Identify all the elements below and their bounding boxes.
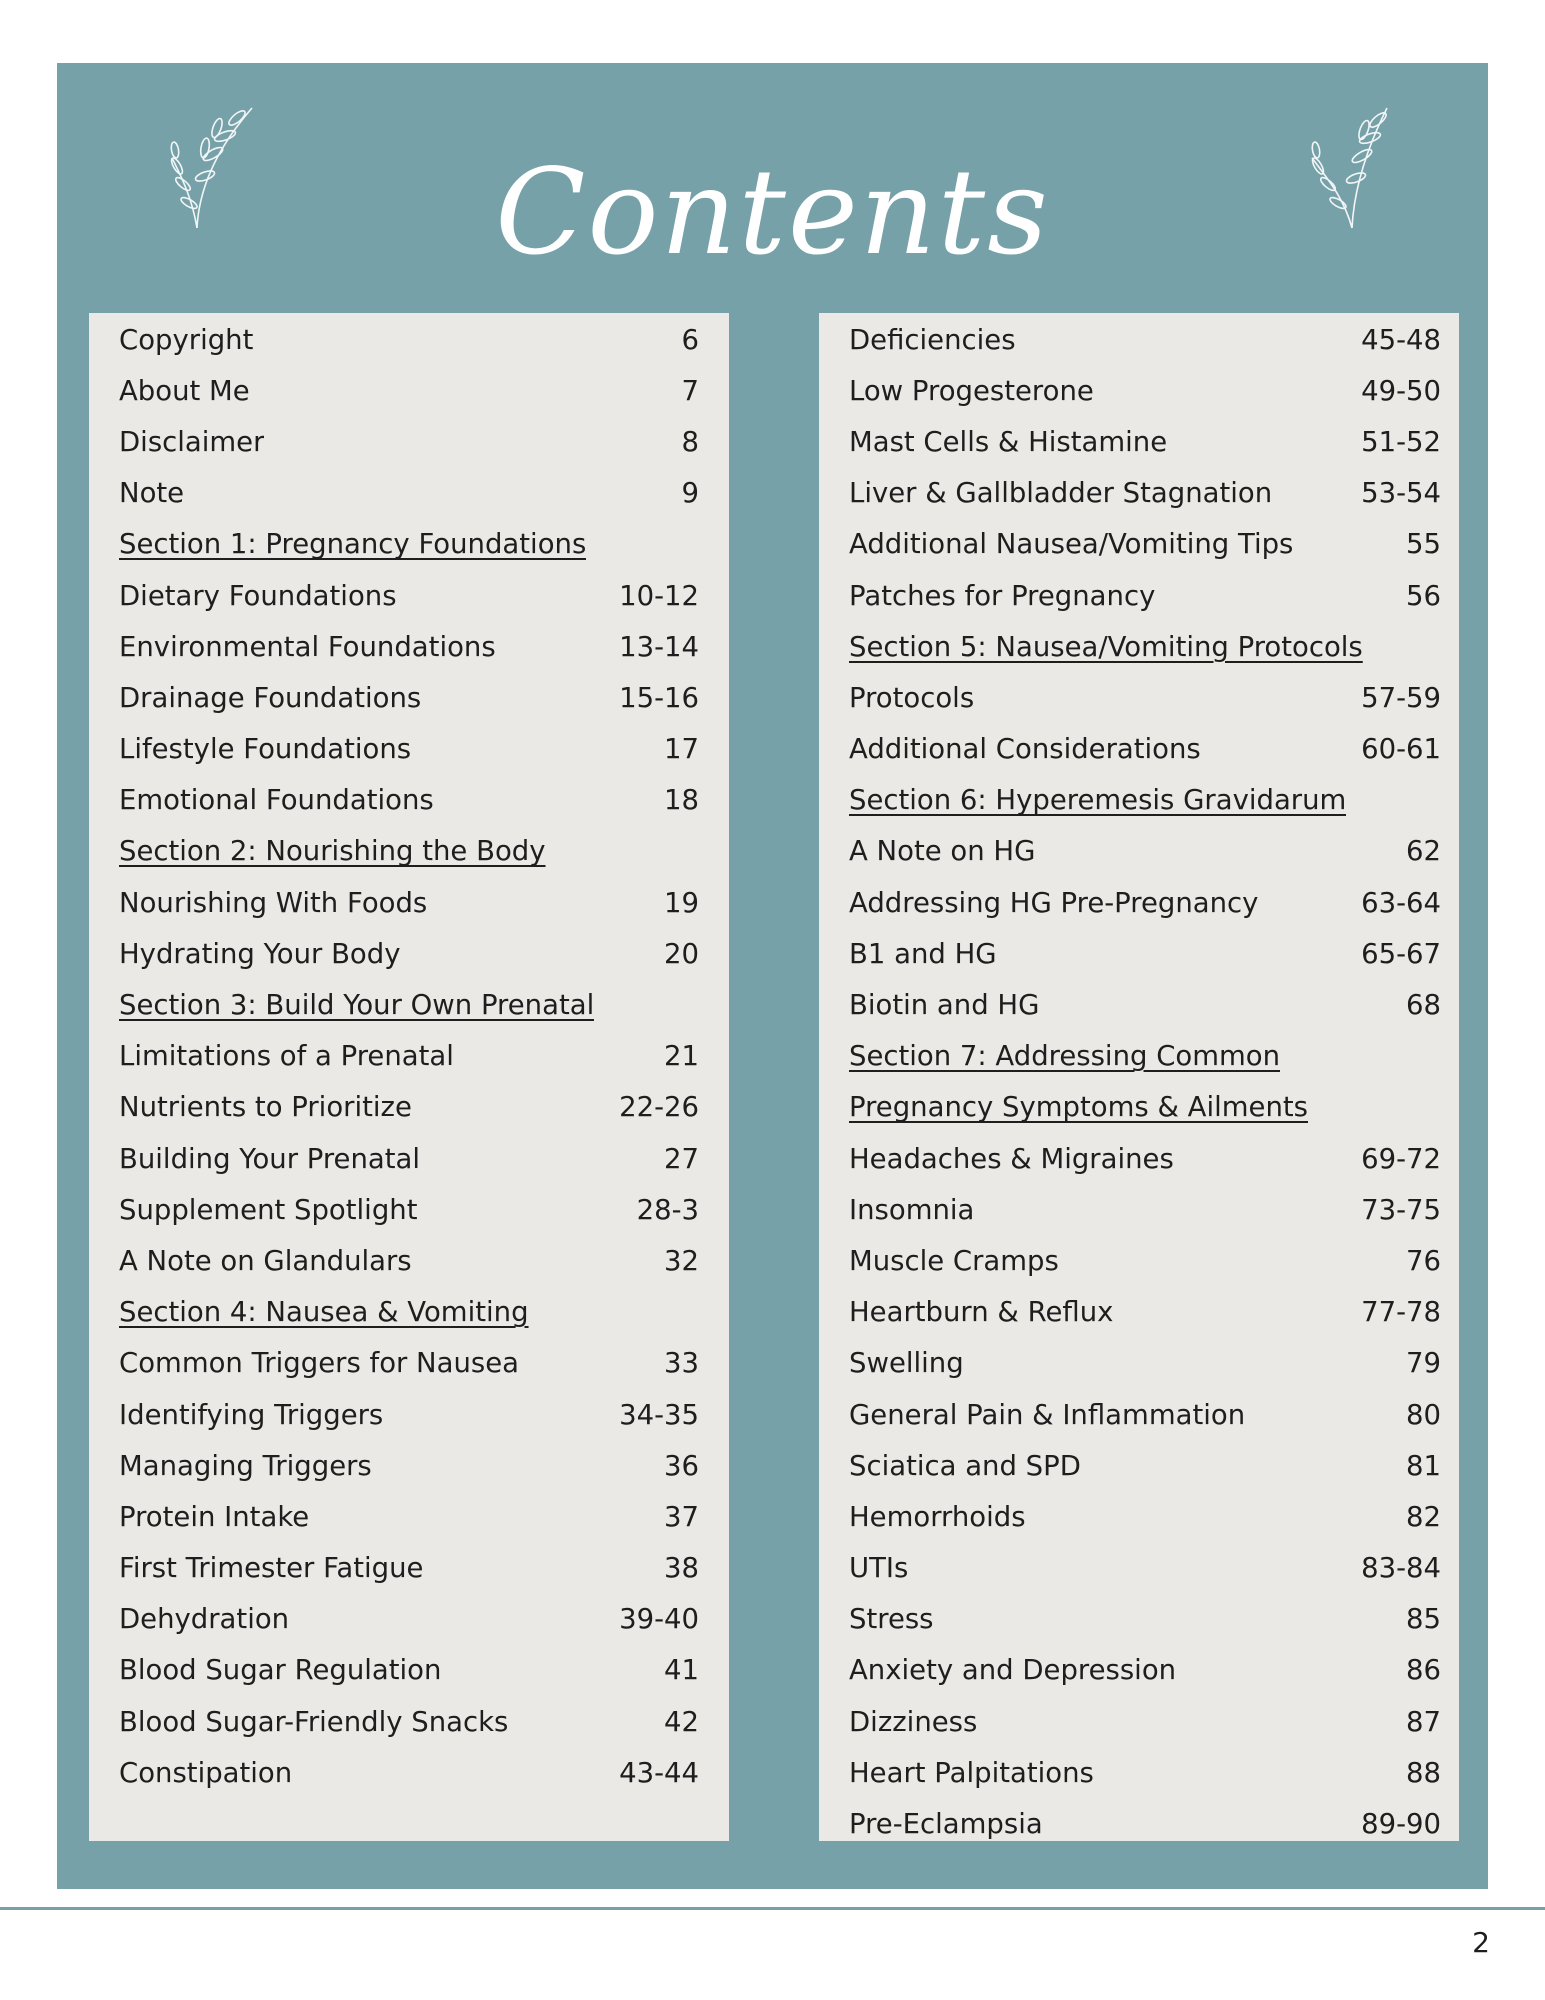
toc-entry-pages: 69-72 (1361, 1142, 1441, 1175)
toc-entry[interactable] (849, 468, 1441, 519)
toc-entry-pages: 85 (1406, 1603, 1441, 1636)
toc-entry-pages: 87 (1406, 1705, 1441, 1738)
toc-entry-label: Lifestyle Foundations (119, 733, 412, 766)
toc-entry-label: Deficiencies (849, 323, 1016, 356)
toc-entry-pages: 34-35 (619, 1398, 699, 1431)
toc-entry-label: A Note on Glandulars (119, 1244, 412, 1277)
toc-entry[interactable] (849, 1133, 1441, 1184)
toc-entry[interactable] (119, 416, 699, 467)
toc-entry[interactable] (849, 1287, 1441, 1338)
toc-entry-pages: 82 (1406, 1500, 1441, 1533)
toc-entry-pages: 68 (1406, 989, 1441, 1022)
toc-entry[interactable] (849, 1440, 1441, 1491)
toc-entry-pages: 32 (664, 1244, 699, 1277)
toc-entry[interactable] (849, 1389, 1441, 1440)
toc-entry[interactable] (119, 672, 699, 723)
toc-entry[interactable] (849, 928, 1441, 979)
toc-entry-label: Nutrients to Prioritize (119, 1091, 412, 1124)
toc-entry-label: Protocols (849, 681, 975, 714)
toc-entry-pages: 86 (1406, 1654, 1441, 1687)
toc-entry-label: Managing Triggers (119, 1449, 372, 1482)
toc-entry[interactable] (119, 1645, 699, 1696)
toc-entry-pages: 20 (664, 937, 699, 970)
toc-entry-label: Section 3: Build Your Own Prenatal (119, 989, 595, 1022)
toc-entry-label: Pregnancy Symptoms & Ailments (849, 1091, 1308, 1124)
toc-entry[interactable] (849, 1645, 1441, 1696)
toc-entry[interactable] (119, 1338, 699, 1389)
toc-entry-pages: 51-52 (1361, 425, 1441, 458)
toc-entry[interactable] (119, 1440, 699, 1491)
toc-entry-pages: 39-40 (619, 1603, 699, 1636)
toc-entry-pages: 60-61 (1361, 733, 1441, 766)
toc-entry-label: Additional Nausea/Vomiting Tips (849, 528, 1294, 561)
toc-entry-pages: 45-48 (1361, 323, 1441, 356)
toc-section-heading[interactable] (119, 519, 699, 570)
toc-entry-label: Additional Considerations (849, 733, 1201, 766)
toc-entry-label: Common Triggers for Nausea (119, 1347, 520, 1380)
toc-entry[interactable] (119, 1235, 699, 1286)
toc-entry-pages: 65-67 (1361, 937, 1441, 970)
toc-entry-label: Copyright (119, 323, 254, 356)
toc-entry[interactable] (849, 1594, 1441, 1645)
toc-section-heading[interactable] (849, 775, 1441, 826)
toc-entry[interactable] (849, 1747, 1441, 1798)
toc-entry-label: Section 7: Addressing Common (849, 1040, 1281, 1073)
toc-entry-label: Dietary Foundations (119, 579, 397, 612)
toc-entry-pages: 36 (664, 1449, 699, 1482)
page-title: Contents (495, 143, 1050, 281)
toc-entry-label: Section 6: Hyperemesis Gravidarum (849, 784, 1347, 817)
toc-entry[interactable] (849, 1235, 1441, 1286)
toc-entry-label: Nourishing With Foods (119, 886, 428, 919)
toc-entry-pages: 80 (1406, 1398, 1441, 1431)
toc-entry-pages: 15-16 (619, 681, 699, 714)
toc-entry-pages: 8 (681, 425, 699, 458)
toc-entry-label: Liver & Gallbladder Stagnation (849, 477, 1273, 510)
toc-section-heading[interactable] (849, 1082, 1441, 1133)
toc-entry[interactable] (119, 1082, 699, 1133)
toc-entry[interactable] (119, 468, 699, 519)
toc-entry[interactable] (119, 570, 699, 621)
toc-section-heading[interactable] (119, 979, 699, 1030)
toc-entry[interactable] (849, 1696, 1441, 1747)
toc-entry-label: Sciatica and SPD (849, 1449, 1081, 1482)
toc-entry[interactable] (849, 1543, 1441, 1594)
toc-entry-pages: 81 (1406, 1449, 1441, 1482)
toc-entry-label: Section 1: Pregnancy Foundations (119, 528, 587, 561)
toc-entry-pages: 89-90 (1361, 1808, 1441, 1841)
toc-entry-label: Swelling (849, 1347, 964, 1380)
toc-entry[interactable] (849, 314, 1441, 365)
toc-entry-label: Insomnia (849, 1193, 975, 1226)
toc-entry[interactable] (119, 1031, 699, 1082)
toc-entry-pages: 83-84 (1361, 1552, 1441, 1585)
toc-entry-label: Hydrating Your Body (119, 937, 401, 970)
toc-entry-label: Building Your Prenatal (119, 1142, 421, 1175)
toc-entry[interactable] (119, 1696, 699, 1747)
toc-entry-pages: 27 (664, 1142, 699, 1175)
toc-entry-pages: 9 (681, 477, 699, 510)
toc-entry-label: UTIs (849, 1552, 909, 1585)
toc-entry[interactable] (119, 775, 699, 826)
toc-entry-pages: 62 (1406, 835, 1441, 868)
toc-entry-label: Section 5: Nausea/Vomiting Protocols (849, 630, 1363, 663)
toc-entry-pages: 33 (664, 1347, 699, 1380)
toc-entry-label: Blood Sugar Regulation (119, 1654, 442, 1687)
toc-entry-label: First Trimester Fatigue (119, 1552, 424, 1585)
toc-entry-label: Supplement Spotlight (119, 1193, 418, 1226)
toc-entry-pages: 63-64 (1361, 886, 1441, 919)
toc-entry-label: Low Progesterone (849, 374, 1094, 407)
toc-entry[interactable] (119, 877, 699, 928)
toc-entry-label: Emotional Foundations (119, 784, 434, 817)
toc-entry-label: Dehydration (119, 1603, 290, 1636)
toc-entry-pages: 73-75 (1361, 1193, 1441, 1226)
toc-entry-pages: 19 (664, 886, 699, 919)
toc-entry[interactable] (849, 365, 1441, 416)
toc-entry[interactable] (849, 1338, 1441, 1389)
toc-entry[interactable] (849, 416, 1441, 467)
toc-entry-pages: 49-50 (1361, 374, 1441, 407)
toc-entry-pages: 13-14 (619, 630, 699, 663)
footer-divider (0, 1907, 1545, 1910)
toc-entry-pages: 88 (1406, 1756, 1441, 1789)
toc-entry-label: Hemorrhoids (849, 1500, 1026, 1533)
toc-entry[interactable] (119, 1389, 699, 1440)
toc-entry-pages: 57-59 (1361, 681, 1441, 714)
toc-entry[interactable] (849, 979, 1441, 1030)
toc-entry[interactable] (849, 672, 1441, 723)
toc-entry-pages: 77-78 (1361, 1296, 1441, 1329)
toc-entry-pages: 17 (664, 733, 699, 766)
toc-entry[interactable] (119, 365, 699, 416)
toc-entry-label: Constipation (119, 1756, 293, 1789)
toc-entry[interactable] (119, 621, 699, 672)
toc-section-heading[interactable] (849, 1031, 1441, 1082)
toc-entry-label: Addressing HG Pre-Pregnancy (849, 886, 1259, 919)
toc-entry[interactable] (119, 1184, 699, 1235)
toc-entry-label: Biotin and HG (849, 989, 1040, 1022)
toc-entry-pages: 43-44 (619, 1756, 699, 1789)
toc-entry[interactable] (849, 1491, 1441, 1542)
toc-entry-label: Heartburn & Reflux (849, 1296, 1114, 1329)
toc-entry[interactable] (119, 1491, 699, 1542)
toc-entry-label: Section 2: Nourishing the Body (119, 835, 546, 868)
toc-entry[interactable] (119, 314, 699, 365)
toc-column-left (89, 313, 729, 1841)
toc-entry-label: Environmental Foundations (119, 630, 496, 663)
toc-entry[interactable] (849, 570, 1441, 621)
toc-entry-pages: 10-12 (619, 579, 699, 612)
contents-panel (57, 63, 1488, 1889)
toc-entry[interactable] (119, 1543, 699, 1594)
toc-entry-label: Mast Cells & Histamine (849, 425, 1168, 458)
toc-section-heading[interactable] (119, 1287, 699, 1338)
toc-entry-label: Dizziness (849, 1705, 978, 1738)
toc-entry-pages: 7 (681, 374, 699, 407)
toc-entry-pages: 6 (681, 323, 699, 356)
toc-entry-pages: 53-54 (1361, 477, 1441, 510)
toc-entry-label: Disclaimer (119, 425, 265, 458)
toc-entry-label: Section 4: Nausea & Vomiting (119, 1296, 529, 1329)
toc-entry-label: Identifying Triggers (119, 1398, 384, 1431)
toc-entry-label: Blood Sugar-Friendly Snacks (119, 1705, 509, 1738)
toc-entry-label: Drainage Foundations (119, 681, 422, 714)
toc-entry-pages: 55 (1406, 528, 1441, 561)
toc-entry[interactable] (119, 928, 699, 979)
toc-entry[interactable] (849, 877, 1441, 928)
toc-entry-label: Pre-Eclampsia (849, 1808, 1043, 1841)
toc-entry-label: A Note on HG (849, 835, 1036, 868)
toc-entry-pages: 38 (664, 1552, 699, 1585)
toc-entry-label: Anxiety and Depression (849, 1654, 1177, 1687)
toc-entry-pages: 21 (664, 1040, 699, 1073)
toc-entry-label: Note (119, 477, 185, 510)
toc-entry[interactable] (849, 826, 1441, 877)
toc-entry-pages: 42 (664, 1705, 699, 1738)
toc-section-heading[interactable] (849, 621, 1441, 672)
toc-entry[interactable] (119, 1747, 699, 1798)
page-number: 2 (1472, 1926, 1490, 1959)
toc-entry-pages: 76 (1406, 1244, 1441, 1277)
toc-entry[interactable] (849, 724, 1441, 775)
toc-entry-label: Muscle Cramps (849, 1244, 1059, 1277)
toc-entry-pages: 56 (1406, 579, 1441, 612)
toc-entry-pages: 79 (1406, 1347, 1441, 1380)
toc-entry-label: Limitations of a Prenatal (119, 1040, 454, 1073)
toc-entry-label: General Pain & Inflammation (849, 1398, 1246, 1431)
toc-entry-pages: 22-26 (619, 1091, 699, 1124)
toc-entry-label: B1 and HG (849, 937, 997, 970)
toc-entry-label: Protein Intake (119, 1500, 310, 1533)
toc-entry-label: Patches for Pregnancy (849, 579, 1156, 612)
toc-entry-pages: 37 (664, 1500, 699, 1533)
toc-section-heading[interactable] (119, 826, 699, 877)
toc-entry-label: Headaches & Migraines (849, 1142, 1174, 1175)
toc-entry[interactable] (119, 724, 699, 775)
toc-entry[interactable] (119, 1133, 699, 1184)
toc-entry-pages: 18 (664, 784, 699, 817)
toc-entry-pages: 28-3 (636, 1193, 699, 1226)
toc-entry[interactable] (119, 1594, 699, 1645)
toc-entry[interactable] (849, 519, 1441, 570)
toc-entry[interactable] (849, 1184, 1441, 1235)
toc-column-right (819, 313, 1459, 1841)
toc-entry-label: About Me (119, 374, 250, 407)
toc-entry-pages: 41 (664, 1654, 699, 1687)
toc-entry-label: Heart Palpitations (849, 1756, 1094, 1789)
toc-entry-label: Stress (849, 1603, 934, 1636)
toc-entry[interactable] (849, 1798, 1441, 1849)
